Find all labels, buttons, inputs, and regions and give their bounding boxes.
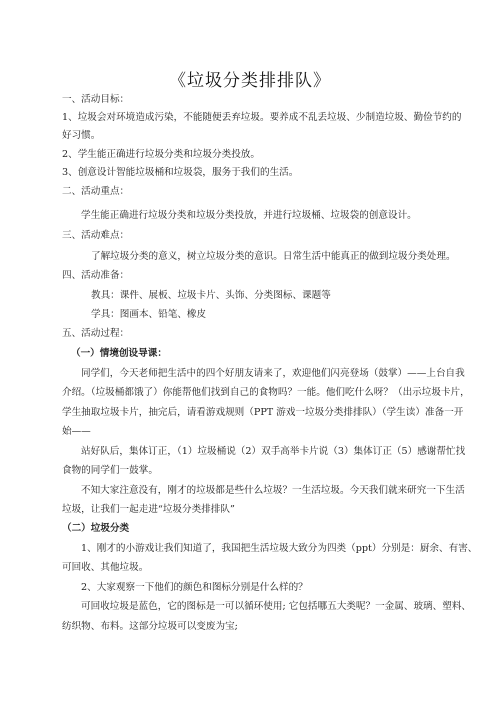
section-heading: 二、活动重点： [62, 186, 130, 197]
paragraph-line: 2、大家观察一下他们的颜色和图标分别是什么样的？ [81, 582, 308, 593]
paragraph-line: 可回收垃圾是蓝色，它的图标是一可以循环使用; 它包括哪五大类呢？一金属、玻璃、塑料、 [81, 601, 472, 612]
paragraph-line: 3、创意设计智能垃圾桶和垃圾袋，服务于我们的生活。 [62, 167, 299, 178]
paragraph-line: 学具：图画本、铅笔、橡皮 [91, 309, 207, 320]
subsection-heading: （一）情境创设导课： [71, 348, 167, 359]
section-heading: 一、活动目标： [62, 94, 130, 105]
paragraph-line: 好习惯。 [62, 130, 101, 141]
subsection-heading: （二）垃圾分类 [62, 523, 130, 534]
section-heading: 三、活动难点： [62, 230, 130, 241]
document-title: 《垃圾分类排排队》 [169, 71, 331, 91]
paragraph-line: 垃圾，让我们一起走进“垃圾分类排排队” [62, 504, 235, 515]
paragraph-line: 介绍。（垃圾桶都饿了）你能帮他们找到自己的食物吗？一能。他们吃什么呀？（出示垃圾卡片， [62, 387, 470, 398]
paragraph-line: 不知大家注意没有，刚才的垃圾都是些什么垃圾？一生活垃圾。今天我们就来研究一下生活 [81, 485, 465, 496]
paragraph-line: 食物的同学们一鼓掌。 [62, 465, 158, 476]
paragraph-line: 了解垃圾分类的意义，树立垃圾分类的意识。日常生活中能真正的做到垃圾分类处理。 [91, 251, 456, 262]
paragraph-line: 纺织物、布料。这部分垃圾可以变废为宝; [62, 621, 238, 632]
paragraph-line: 站好队后，集体订正，（1）垃圾桶说（2）双手高举卡片说（3）集体订正（5）感谢帮忙找 [81, 446, 466, 457]
section-heading: 五、活动过程： [62, 328, 130, 339]
paragraph-line: 学生抽取垃圾卡片，抽完后，请看游戏规则（PPT 游戏一垃圾分类排排队）（学生读）准备一开 [62, 407, 464, 418]
paragraph-line: 学生能正确进行垃圾分类和垃圾分类投放，并进行垃圾桶、垃圾袋的创意设计。 [81, 210, 417, 221]
paragraph-line: 1、垃圾会对环境造成污染，不能随便丢弃垃圾。要养成不乱丢垃圾、少制造垃圾、勤俭节约的 [62, 112, 462, 123]
paragraph-line: 始—— [62, 426, 91, 437]
paragraph-line: 教具：课件、展板、垃圾卡片、头饰、分类图标、课题等 [91, 290, 331, 301]
paragraph-line: 同学们，今天老师把生活中的四个好朋友请来了，欢迎他们闪亮登场（鼓掌）——上台自我 [81, 368, 465, 379]
paragraph-line: 1、刚才的小游戏让我们知道了，我国把生活垃圾大致分为四类（ppt）分别是：厨余、有害、 [81, 543, 478, 554]
paragraph-line: 2、学生能正确进行垃圾分类和垃圾分类投放。 [62, 149, 260, 160]
section-heading: 四、活动准备： [62, 270, 130, 281]
paragraph-line: 可回收、其他垃圾。 [62, 562, 149, 573]
